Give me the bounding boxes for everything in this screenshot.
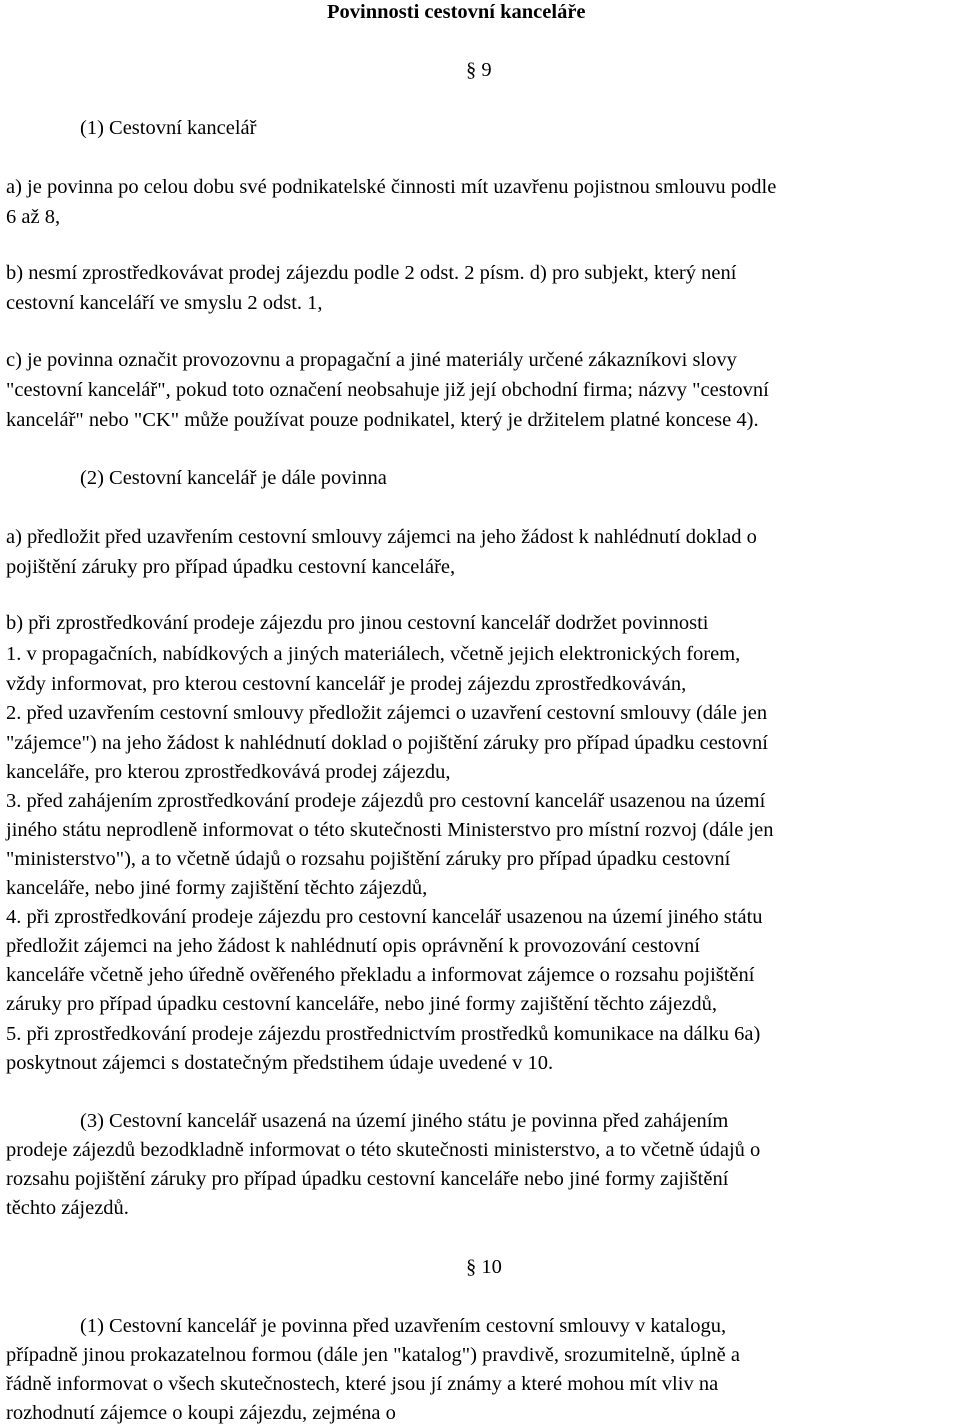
- item-9-2-b-line-7: 3. před zahájením zprostředkování prodeje zájezdů pro cestovní kancelář usazenou na území: [6, 790, 766, 812]
- paragraph-10-1-line-1: (1) Cestovní kancelář je povinna před uzavřením cestovní smlouvy v katalogu,: [80, 1315, 727, 1337]
- paragraph-10-1-line-4: rozhodnutí zájemce o koupi zájezdu, zejména o: [6, 1402, 396, 1424]
- item-9-2-a-line-2: pojištění záruky pro případ úpadku cestovní kanceláře,: [6, 556, 456, 578]
- section-symbol: §: [466, 1256, 477, 1278]
- item-9-2-b-line-14: záruky pro případ úpadku cestovní kanceláře, nebo jiné formy zajištění těchto zájezdů,: [6, 993, 717, 1015]
- item-9-2-b-line-5: "zájemce") na jeho žádost k nahlédnutí doklad o pojištění záruky pro případ úpadku cestovní: [6, 732, 768, 754]
- item-9-2-b-line-6: kanceláře, pro kterou zprostředkovává prodej zájezdu,: [6, 761, 451, 783]
- paragraph-9-3-line-3: rozsahu pojištění záruky pro případ úpadku cestovní kanceláře nebo jiné formy zajištění: [6, 1168, 729, 1190]
- paragraph-9-3-line-2: prodeje zájezdů bezodkladně informovat o této skutečnosti ministerstvo, a to včetně údajů o: [6, 1139, 761, 1161]
- item-9-1-c-line-1: c) je povinna označit provozovnu a propagační a jiné materiály určené zákazníkovi slovy: [6, 349, 737, 371]
- item-9-2-b-line-4: 2. před uzavřením cestovní smlouvy předložit zájemci o uzavření cestovní smlouvy (dále jen: [6, 702, 768, 724]
- page-title: Povinnosti cestovní kanceláře: [327, 1, 586, 23]
- item-9-1-c-line-2: "cestovní kancelář", pokud toto označení neobsahuje již její obchodní firma; názvy "cestovní: [6, 379, 769, 401]
- item-9-2-b-line-13: kanceláře včetně jeho úředně ověřeného překladu a informovat zájemce o rozsahu pojištění: [6, 964, 755, 986]
- item-9-2-b-line-11: 4. při zprostředkování prodeje zájezdu pro cestovní kancelář usazenou na území jiného státu: [6, 906, 763, 928]
- item-9-1-b-line-2: cestovní kanceláří ve smyslu 2 odst. 1,: [6, 292, 323, 314]
- item-9-1-a-line-1: a) je povinna po celou dobu své podnikatelské činnosti mít uzavřenu pojistnou smlouvu podle: [6, 176, 777, 198]
- item-9-2-b-line-10: kanceláře, nebo jiné formy zajištění těchto zájezdů,: [6, 877, 428, 899]
- item-9-2-b-line-12: předložit zájemci na jeho žádost k nahlédnutí opis oprávnění k provozování cestovní: [6, 935, 700, 957]
- item-9-2-a-line-1: a) předložit před uzavřením cestovní smlouvy zájemci na jeho žádost k nahlédnutí doklad o: [6, 526, 757, 548]
- item-9-2-b-line-15: 5. při zprostředkování prodeje zájezdu prostřednictvím prostředků komunikace na dálku 6a): [6, 1023, 761, 1045]
- item-9-2-b-line-1: b) při zprostředkování prodeje zájezdu pro jinou cestovní kancelář dodržet povinnosti: [6, 612, 709, 634]
- paragraph-9-1-intro: (1) Cestovní kancelář: [80, 117, 257, 139]
- paragraph-10-1-line-3: řádně informovat o všech skutečnostech, které jsou jí známy a které mohou mít vliv na: [6, 1373, 719, 1395]
- paragraph-9-2-intro: (2) Cestovní kancelář je dále povinna: [80, 467, 387, 489]
- section-heading-10: [466, 1252, 502, 1282]
- item-9-1-a-line-2: 6 až 8,: [6, 206, 61, 228]
- section-number: 9: [481, 59, 492, 81]
- item-9-2-b-line-8: jiného státu neprodleně informovat o této skutečnosti Ministerstvo pro místní rozvoj (dále jen: [6, 819, 774, 841]
- paragraph-9-3-line-1: (3) Cestovní kancelář usazená na území jiného státu je povinna před zahájením: [80, 1110, 729, 1132]
- item-9-2-b-line-16: poskytnout zájemci s dostatečným předstihem údaje uvedené v 10.: [6, 1052, 554, 1074]
- item-9-1-b-line-1: b) nesmí zprostředkovávat prodej zájezdu podle 2 odst. 2 písm. d) pro subjekt, který není: [6, 262, 737, 284]
- item-9-2-b-line-2: 1. v propagačních, nabídkových a jiných materiálech, včetně jejich elektronických forem,: [6, 643, 741, 665]
- section-heading-9: [466, 55, 492, 85]
- item-9-1-c-line-3: kancelář" nebo "CK" může používat pouze podnikatel, který je držitelem platné koncese 4).: [6, 409, 759, 431]
- paragraph-10-1-line-2: případně jinou prokazatelnou formou (dále jen "katalog") pravdivě, srozumitelně, úplně a: [6, 1344, 740, 1366]
- section-symbol: §: [466, 59, 477, 81]
- item-9-2-b-line-3: vždy informovat, pro kterou cestovní kancelář je prodej zájezdu zprostředkováván,: [6, 673, 687, 695]
- section-number: 10: [481, 1256, 502, 1278]
- paragraph-9-3-line-4: těchto zájezdů.: [6, 1197, 129, 1219]
- item-9-2-b-line-9: "ministerstvo"), a to včetně údajů o rozsahu pojištění záruky pro případ úpadku cestovní: [6, 848, 731, 870]
